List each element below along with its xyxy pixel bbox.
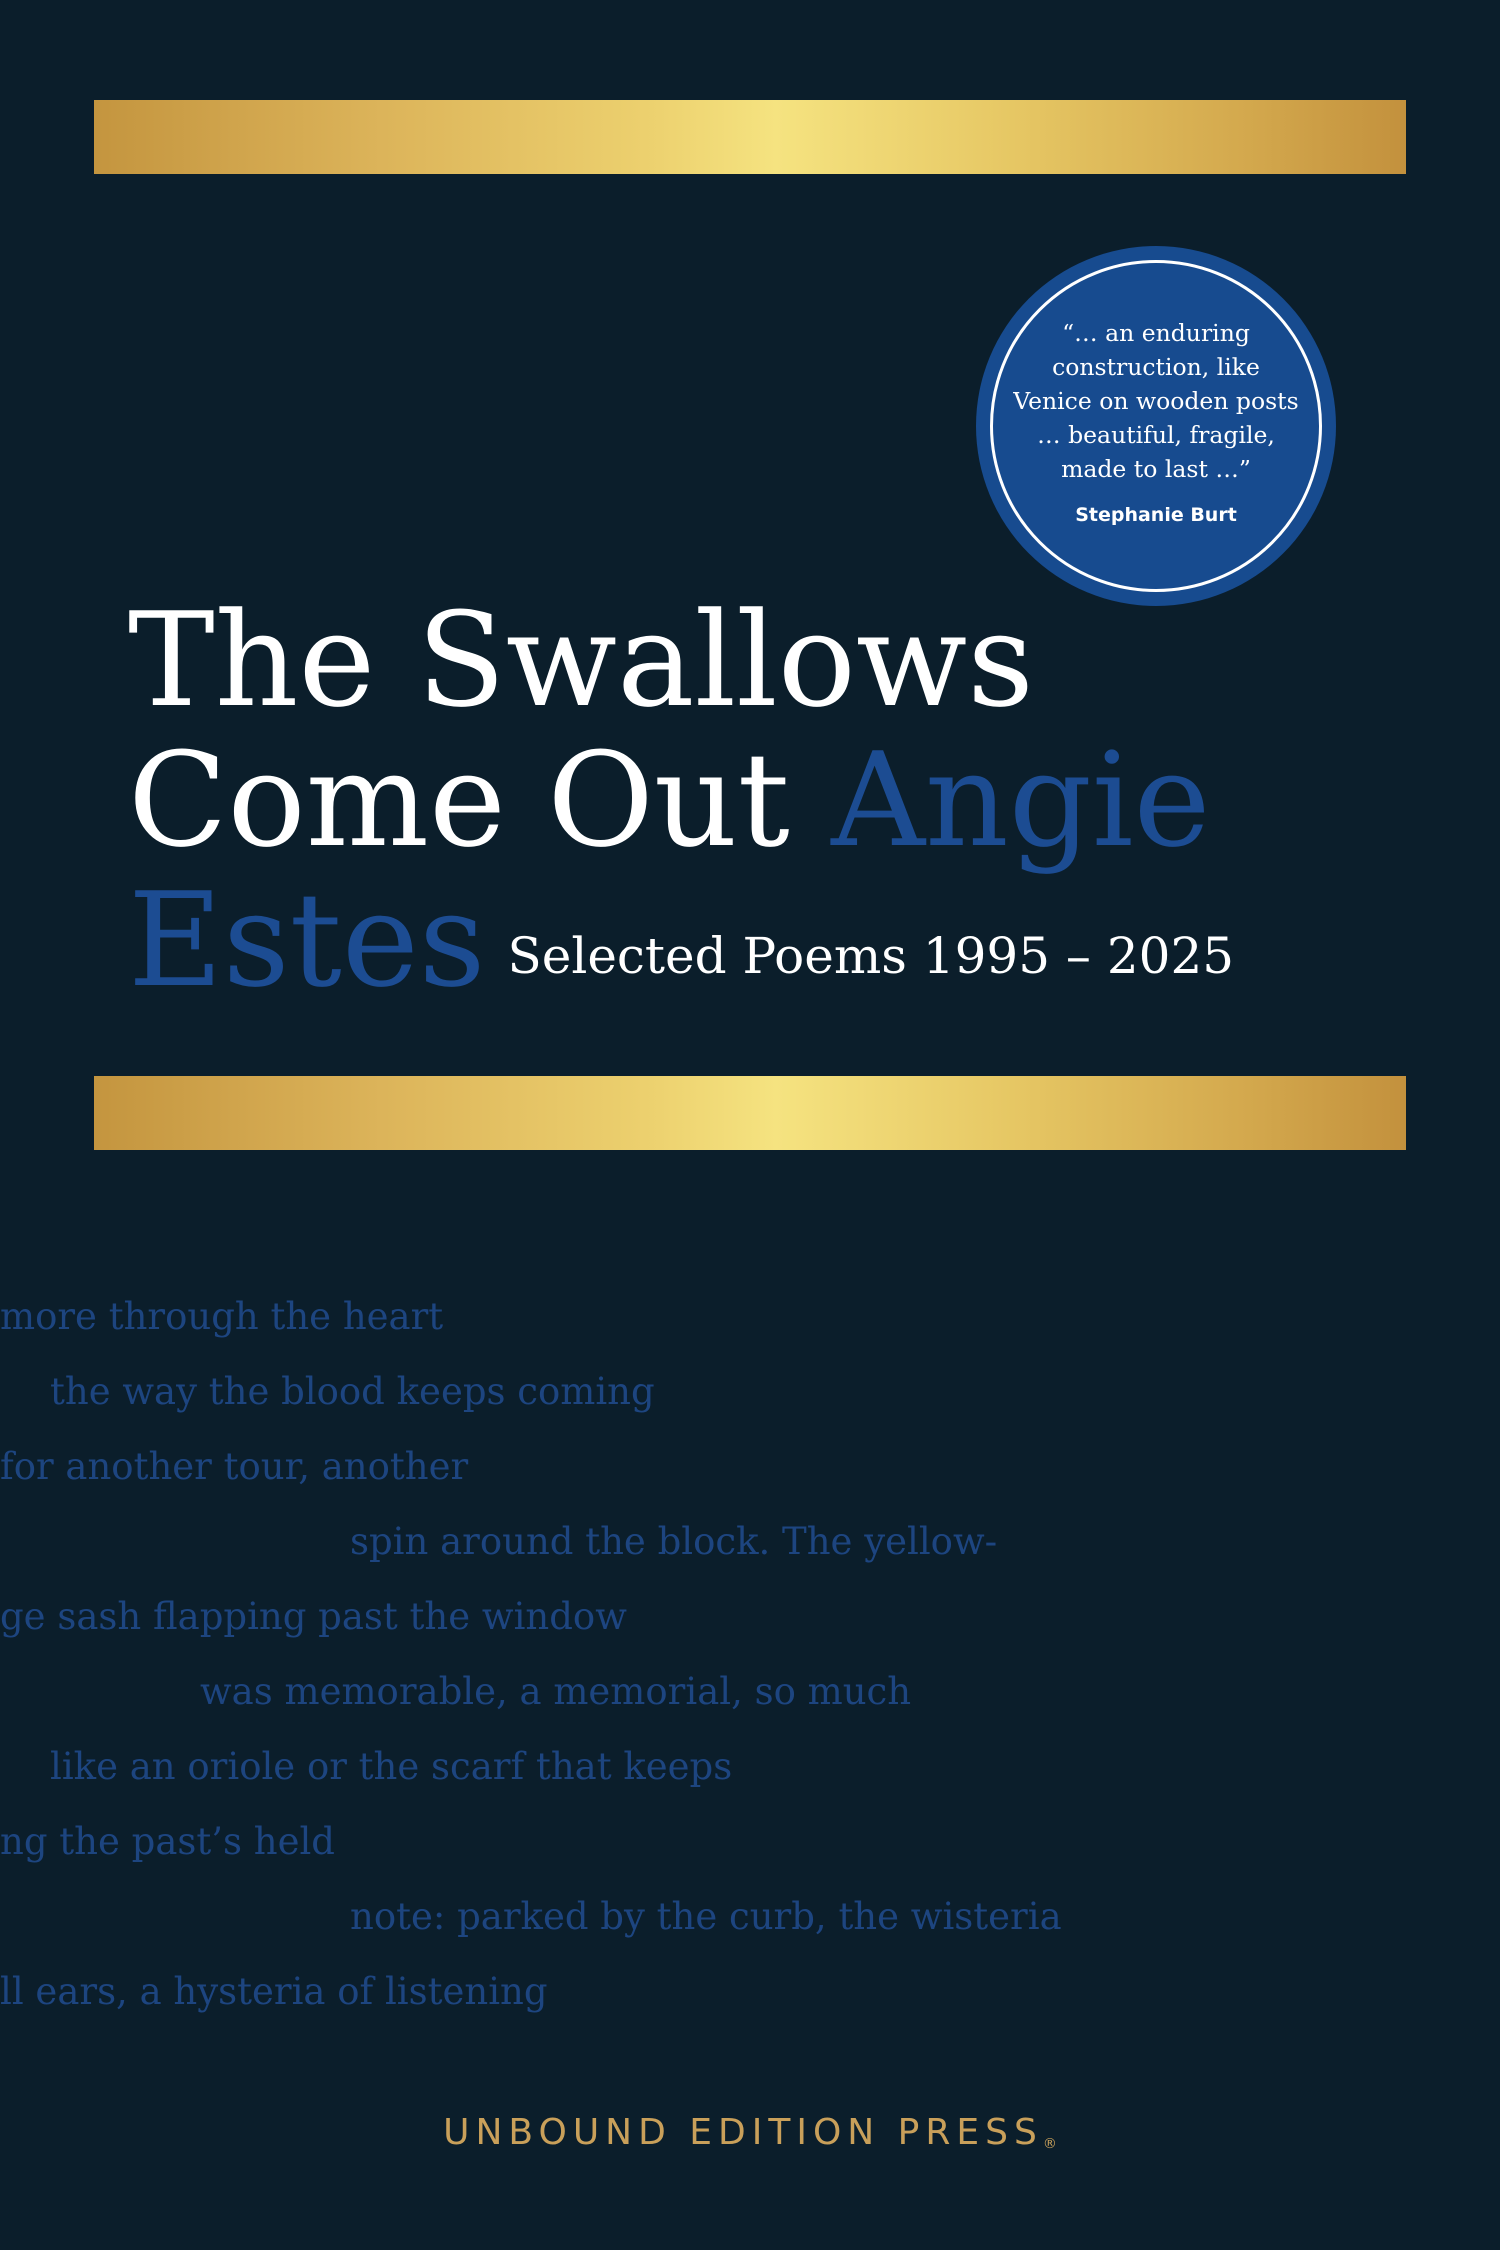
book-title-part-2: Come Out (128, 724, 790, 876)
registered-mark: ® (1042, 2136, 1057, 2152)
quote-badge-ring (990, 260, 1322, 592)
bottom-gold-bar (94, 1076, 1406, 1150)
publisher-name (0, 2112, 1500, 2153)
author-first-name: Angie (831, 724, 1211, 876)
badge-quote-line: Venice on wooden posts (1013, 387, 1299, 415)
poem-line: the way the blood keeps coming (50, 1370, 655, 1413)
badge-quote-line: “… an enduring (1062, 319, 1250, 347)
badge-quote (1006, 316, 1306, 486)
poem-line: for another tour, another (0, 1445, 469, 1488)
top-gold-bar (94, 100, 1406, 174)
book-subtitle: Selected Poems 1995 – 2025 (507, 927, 1235, 985)
title-line-2 (128, 724, 1428, 876)
book-title-part-1: The Swallows (128, 584, 1034, 736)
badge-quote-line: … beautiful, fragile, (1037, 421, 1275, 449)
title-line-3 (128, 864, 1428, 1026)
title-line-1 (128, 584, 1428, 736)
badge-quote-line: construction, like (1052, 353, 1260, 381)
poem-line: like an oriole or the scarf that keeps (50, 1745, 733, 1788)
badge-quote-line: made to last …” (1061, 455, 1251, 483)
quote-badge (976, 246, 1336, 606)
poem-line: ge sash flapping past the window (0, 1595, 627, 1638)
badge-quote-author: Stephanie Burt (1075, 504, 1237, 526)
publisher-label: UNBOUND EDITION PRESS (443, 2112, 1043, 2153)
author-last-name: Estes (128, 864, 486, 1016)
poem-line: was memorable, a memorial, so much (200, 1670, 912, 1713)
poem-line: note: parked by the curb, the wisteria (350, 1895, 1062, 1938)
poem-line: ll ears, a hysteria of listening (0, 1970, 548, 2013)
title-block (128, 584, 1428, 1026)
poem-line: spin around the block. The yellow- (350, 1520, 998, 1563)
poem-line: ng the past’s held (0, 1820, 335, 1863)
poem-line: more through the heart (0, 1295, 444, 1338)
